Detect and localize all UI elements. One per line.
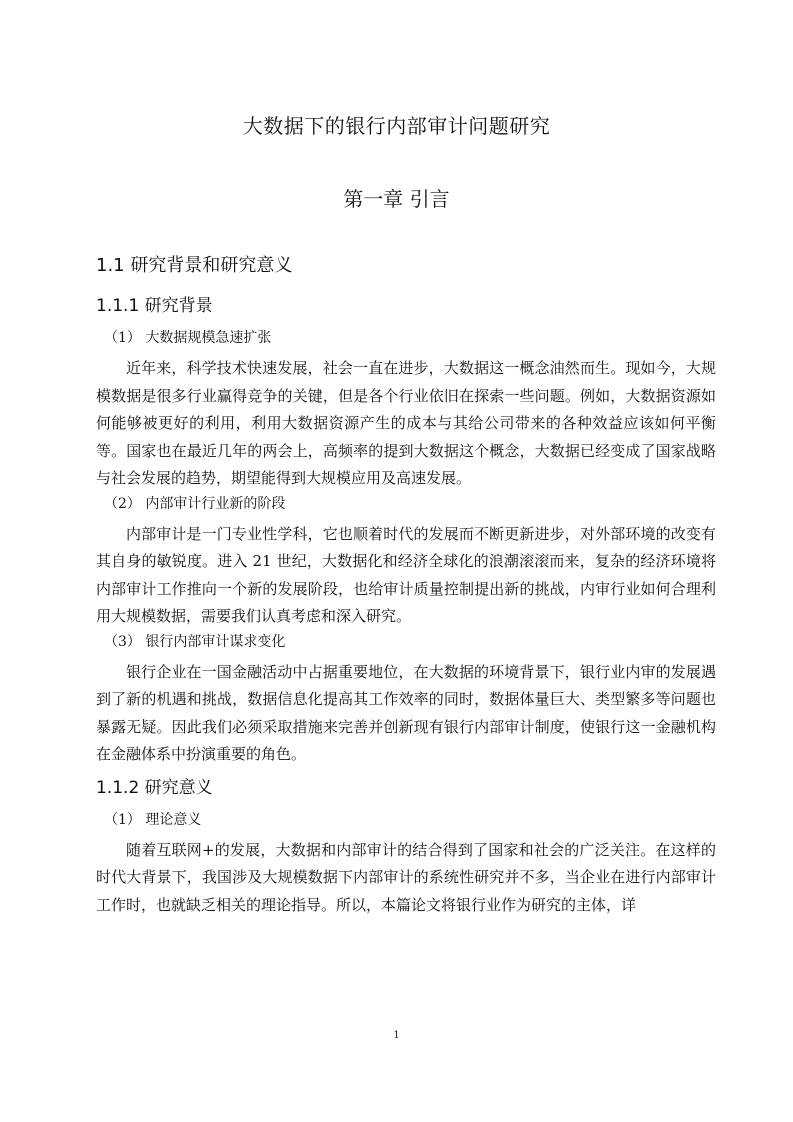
body-content <box>96 253 716 920</box>
item-label: （3） 银行内部审计谋求变化 <box>104 633 286 650</box>
paragraph: 近年来，科学技术快速发展，社会一直在进步，大数据这一概念油然而生。现如今，大规模数据是很多行业赢得竞争的关键，但是各个行业依旧在探索一些问题。例如，大数据资源如何能够被更好的利用，利用大数据资源产生的成本与其给公司带来的各种效益应该如何平衡等。国家也在最近几年的两会上，高频率的提到大数据这个概念，大数据已经变成了国家战略与社会发展的趋势，期望能得到大规模应用及高速发展。 <box>96 359 716 487</box>
paragraph: 内部审计是一门专业性学科，它也顺着时代的发展而不断更新进步，对外部环境的改变有其自身的敏锐度。进入 21 世纪，大数据化和经济全球化的浪潮滚滚而来，复杂的经济环境将内部审计工作推向一个新的发展阶段，也给审计质量控制提出新的挑战，内审行业如何合理利用大规模数据，需要我们认真考虑和深入研究。 <box>96 524 716 625</box>
item-label: （2） 内部审计行业新的阶段 <box>104 495 286 512</box>
subsection-heading: 1.1.1 研究背景 <box>96 296 213 316</box>
paper-title: 大数据下的银行内部审计问题研究 <box>242 114 551 138</box>
section-heading: 1.1 研究背景和研究意义 <box>96 255 293 276</box>
page-number: 1 <box>393 1030 400 1041</box>
item-label: （1） 理论意义 <box>104 811 202 828</box>
paragraph: 银行企业在一国金融活动中占据重要地位，在大数据的环境背景下，银行业内审的发展遇到了新的机遇和挑战，数据信息化提高其工作效率的同时，数据体量巨大、类型繁多等问题也暴露无疑。因此我们必须采取措施来完善并创新现有银行内部审计制度，使银行这一金融机构在金融体系中扮演重要的角色。 <box>96 662 716 763</box>
item-label: （1） 大数据规模急速扩张 <box>104 330 272 346</box>
subsection-heading: 1.1.2 研究意义 <box>96 777 213 798</box>
chapter-heading: 第一章 引言 <box>343 187 450 211</box>
paragraph: 随着互联网+的发展，大数据和内部审计的结合得到了国家和社会的广泛关注。在这样的时代大背景下，我国涉及大规模数据下内部审计的系统性研究并不多，当企业在进行内部审计工作时，也就缺乏相关的理论指导。所以，本篇论文将银行业作为研究的主体，详 <box>96 840 716 914</box>
